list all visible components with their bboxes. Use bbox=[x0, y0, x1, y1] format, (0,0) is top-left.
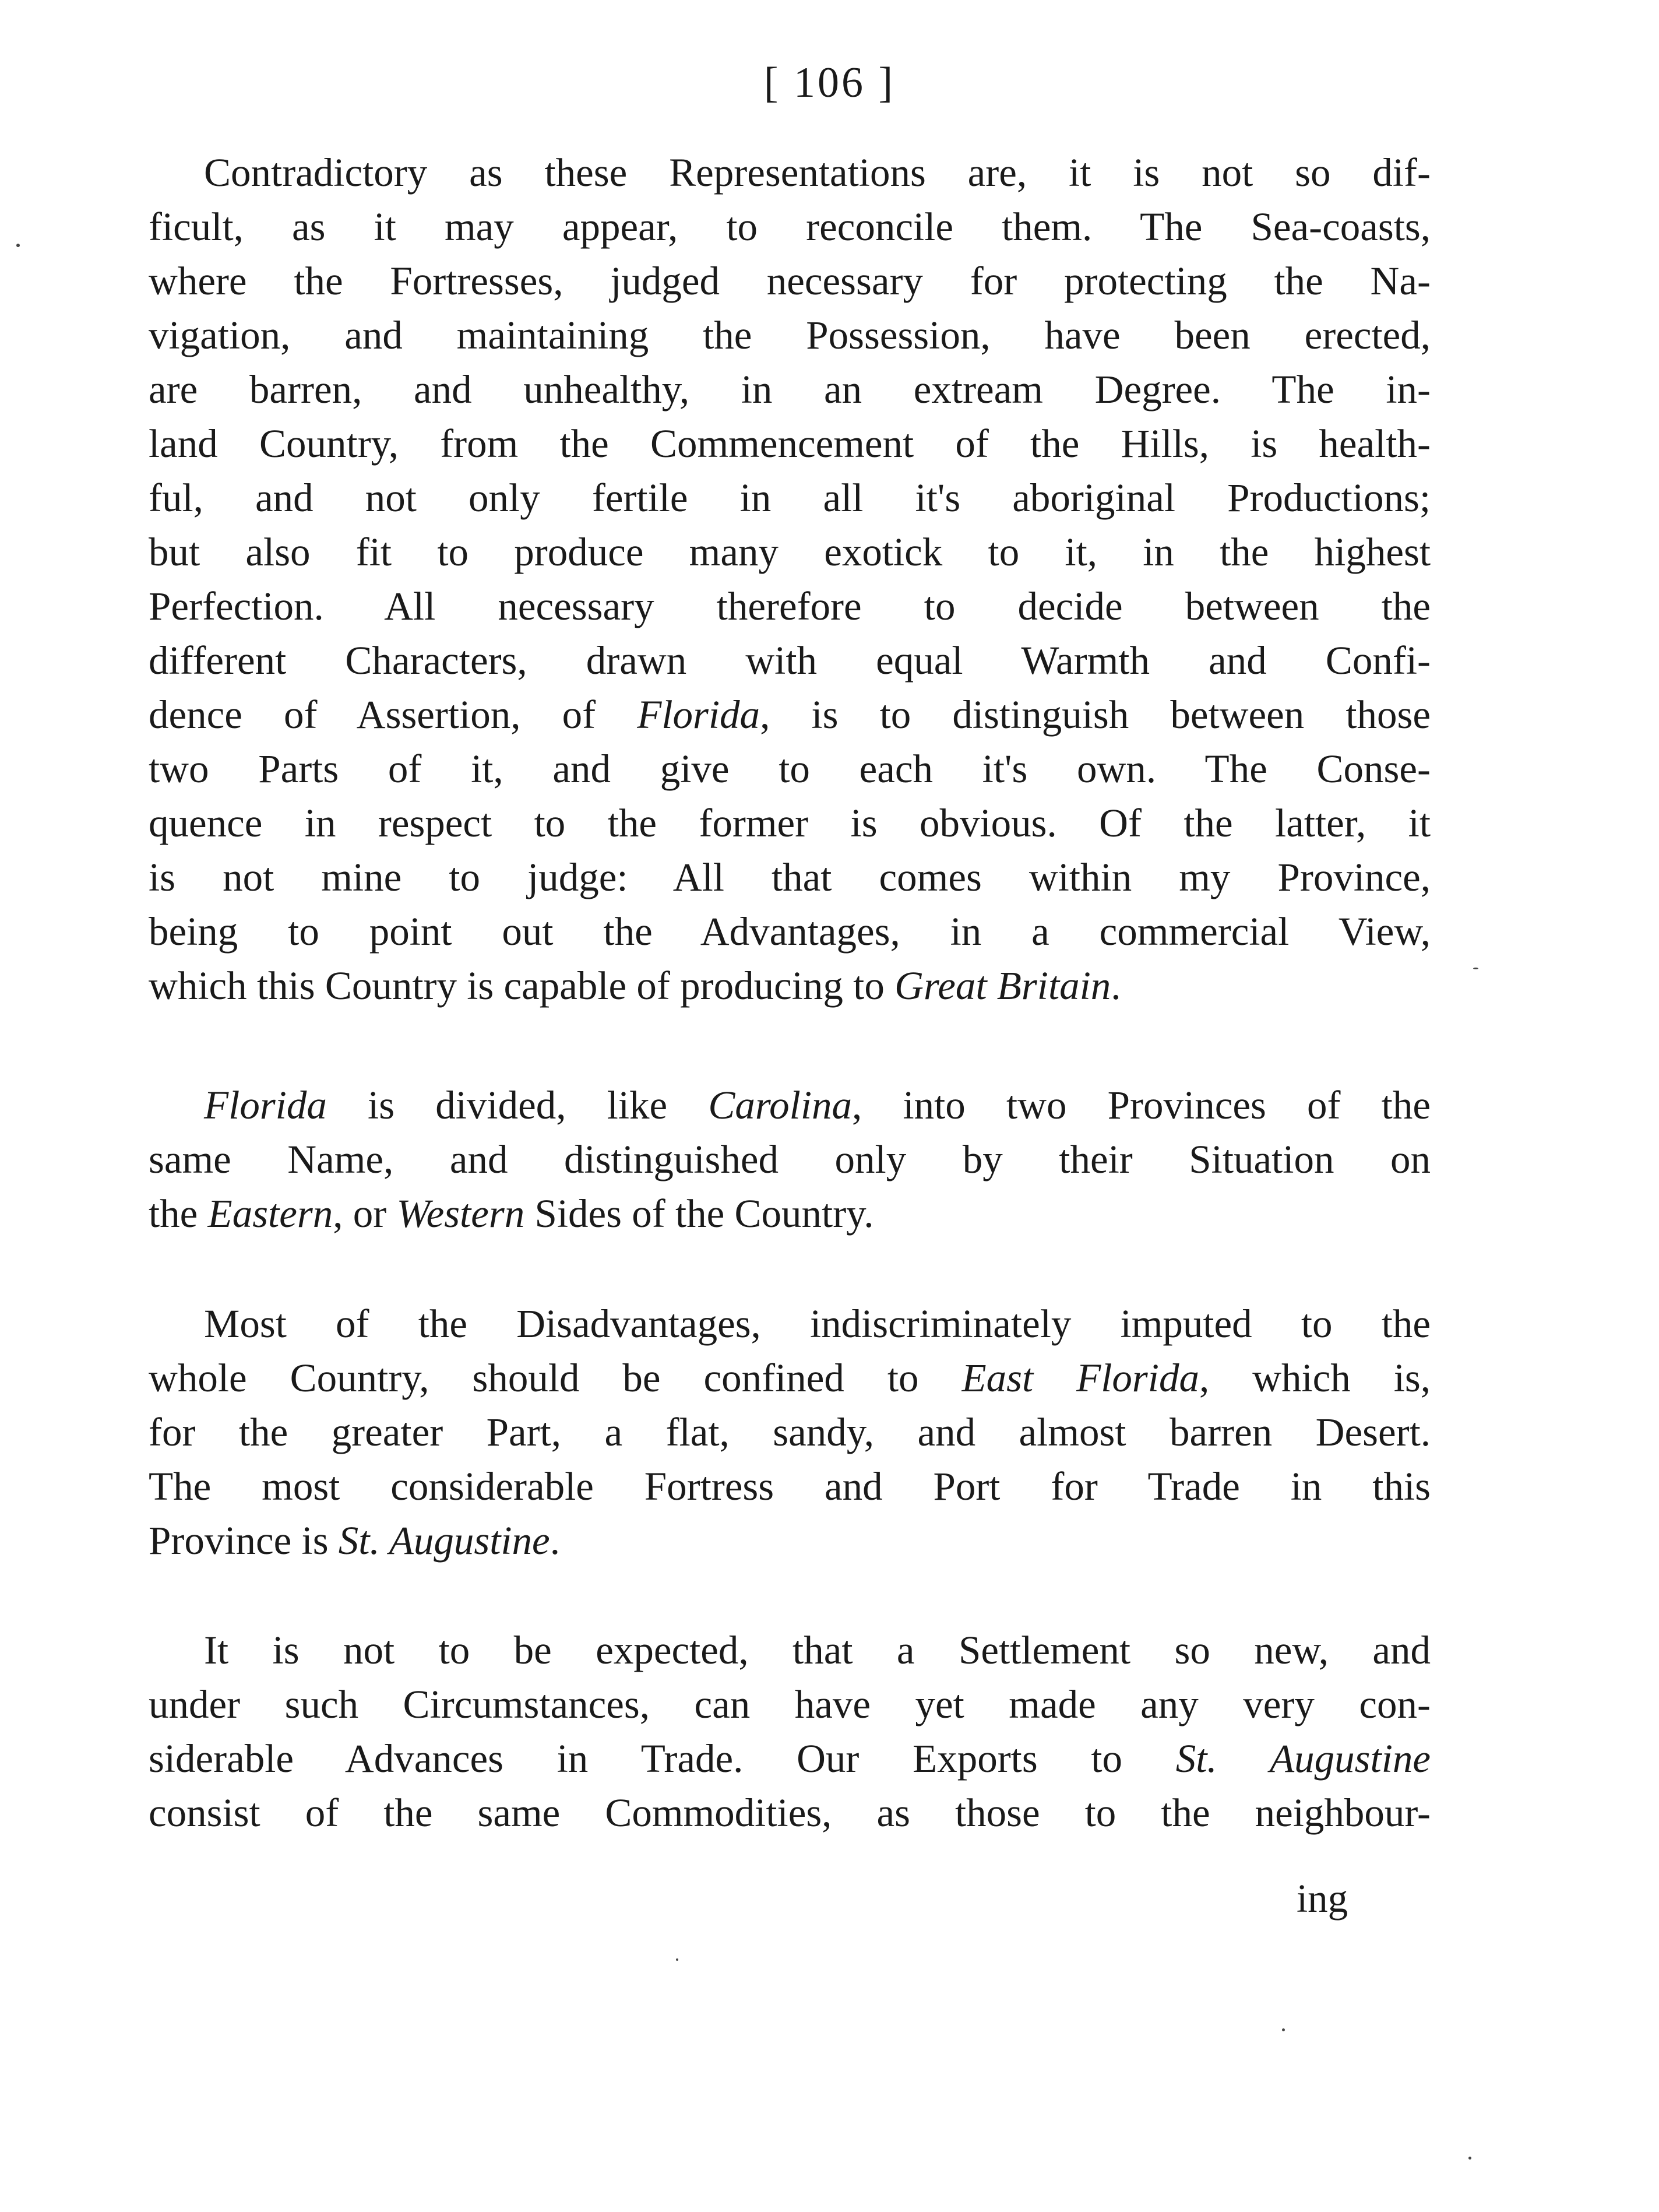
scan-speck bbox=[1468, 2157, 1471, 2160]
text-line: for the greater Part, a flat, sandy, and almost barren Desert. bbox=[149, 1410, 1431, 1454]
text-line: land Country, from the Commencement of the Hills, is health- bbox=[149, 421, 1431, 466]
text-line: where the Fortresses, judged necessary for protecting the Na- bbox=[149, 259, 1431, 303]
paragraph-4 bbox=[149, 1630, 1431, 1847]
scan-speck bbox=[1473, 968, 1478, 969]
paragraph-3 bbox=[149, 1304, 1431, 1575]
text-line: ficult, as it may appear, to reconcile them. The Sea-coasts, bbox=[149, 205, 1431, 249]
text-line: the Eastern, or Western Sides of the Country. bbox=[149, 1191, 874, 1236]
text-line: under such Circumstances, can have yet made any very con- bbox=[149, 1682, 1431, 1726]
scan-speck bbox=[676, 1958, 678, 1961]
text-line: same Name, and distinguished only by their Situation on bbox=[149, 1137, 1431, 1181]
text-line: quence in respect to the former is obvious. Of the latter, it bbox=[149, 801, 1431, 845]
text-line: two Parts of it, and give to each it's own. The Conse- bbox=[149, 747, 1431, 791]
text-line: different Characters, drawn with equal Warmth and Confi- bbox=[149, 638, 1431, 683]
text-line: which this Country is capable of producing to Great Britain. bbox=[149, 963, 1121, 1008]
paragraph-2 bbox=[149, 1085, 1431, 1248]
text-line: Most of the Disadvantages, indiscriminately imputed to the bbox=[204, 1302, 1431, 1346]
paragraph-1 bbox=[149, 150, 1431, 1020]
text-line: but also fit to produce many exotick to it, in the highest bbox=[149, 530, 1431, 574]
text-line: consist of the same Commodities, as those to the neighbour- bbox=[149, 1791, 1431, 1835]
text-line: ful, and not only fertile in all it's aboriginal Productions; bbox=[149, 476, 1431, 520]
text-line: Province is St. Augustine. bbox=[149, 1518, 560, 1563]
text-line: is not mine to judge: All that comes within my Province, bbox=[149, 855, 1431, 899]
text-line: vigation, and maintaining the Possession, have been erected, bbox=[149, 313, 1431, 357]
scan-speck bbox=[16, 244, 20, 247]
text-line: The most considerable Fortress and Port for Trade in this bbox=[149, 1464, 1431, 1508]
text-line: Florida is divided, like Carolina, into two Provinces of the bbox=[204, 1083, 1431, 1127]
catchword: ing bbox=[1297, 1876, 1348, 1921]
text-line: siderable Advances in Trade. Our Exports to St. Augustine bbox=[149, 1736, 1431, 1781]
text-line: whole Country, should be confined to East Florida, which is, bbox=[149, 1356, 1431, 1400]
scan-speck bbox=[1282, 2028, 1285, 2031]
text-line: Perfection. All necessary therefore to decide between the bbox=[149, 584, 1431, 628]
text-line: are barren, and unhealthy, in an extream Degree. The in- bbox=[149, 367, 1431, 412]
text-line: dence of Assertion, of Florida, is to distinguish between those bbox=[149, 692, 1431, 737]
text-line: Contradictory as these Representations are, it is not so dif- bbox=[204, 150, 1431, 195]
text-line: It is not to be expected, that a Settlement so new, and bbox=[204, 1628, 1431, 1672]
page-number: [ 106 ] bbox=[763, 59, 896, 107]
text-line: being to point out the Advantages, in a commercial View, bbox=[149, 909, 1431, 954]
